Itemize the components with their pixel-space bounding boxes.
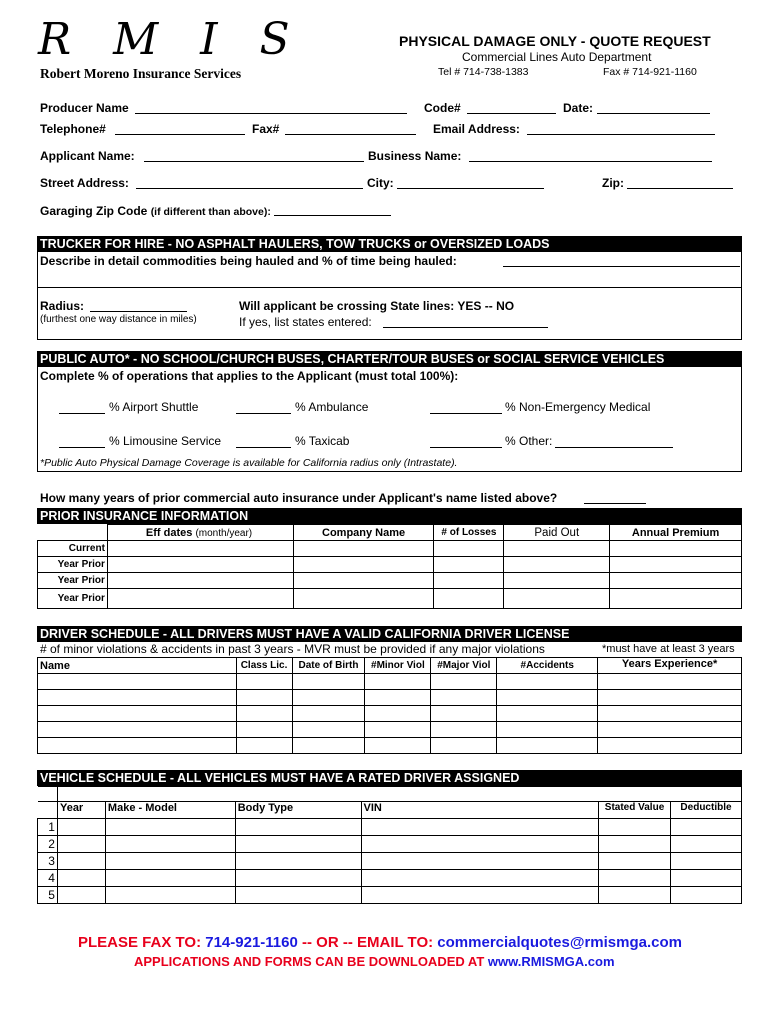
class-lic-header: Class Lic. [236, 658, 292, 674]
ambulance-field[interactable] [236, 413, 291, 414]
ambulance-label: % Ambulance [295, 400, 369, 414]
body-type-header: Body Type [235, 802, 361, 819]
vehicle-blank-cell [235, 787, 361, 802]
department: Commercial Lines Auto Department [462, 50, 652, 64]
vehicle-cell[interactable] [57, 836, 105, 853]
eff-dates-cell[interactable] [107, 557, 293, 573]
vehicle-cell[interactable] [105, 836, 235, 853]
vin-header: VIN [361, 802, 599, 819]
vehicle-blank-cell [57, 787, 105, 802]
producer-name-field[interactable] [135, 113, 407, 114]
vehicle-cell[interactable] [670, 836, 741, 853]
vehicle-cell[interactable] [599, 870, 671, 887]
table-row [38, 836, 742, 853]
applicant-name-field[interactable] [144, 161, 364, 162]
driver-cell[interactable] [365, 690, 431, 706]
commodities-field[interactable] [503, 266, 740, 267]
date-field[interactable] [597, 113, 710, 114]
list-states-label: If yes, list states entered: [239, 315, 372, 329]
table-row [38, 573, 742, 589]
non-emergency-field[interactable] [430, 413, 502, 414]
company-cell[interactable] [293, 573, 434, 589]
driver-cell[interactable] [497, 738, 598, 754]
driver-cell[interactable] [236, 674, 292, 690]
minor-viol-header: #Minor Viol [365, 658, 431, 674]
paid-out-header: Paid Out [504, 525, 610, 541]
losses-header: # of Losses [434, 525, 504, 541]
driver-cell[interactable] [497, 706, 598, 722]
vehicle-cell[interactable] [57, 870, 105, 887]
driver-cell[interactable] [598, 690, 742, 706]
driver-cell[interactable] [292, 738, 365, 754]
losses-cell[interactable] [434, 573, 504, 589]
eff-dates-cell[interactable] [107, 573, 293, 589]
radius-label: Radius: [40, 299, 85, 313]
vehicle-cell[interactable] [670, 870, 741, 887]
driver-cell[interactable] [236, 706, 292, 722]
fax-label: PLEASE FAX TO: [78, 934, 202, 951]
vehicle-cell[interactable] [361, 819, 599, 836]
prior-years-question: How many years of prior commercial auto insurance under Applicant's name listed above? [40, 491, 558, 505]
vehicle-cell[interactable] [105, 853, 235, 870]
vehicle-table [37, 786, 742, 904]
table-row [38, 887, 742, 904]
table-row [38, 541, 742, 557]
operations-label: Complete % of operations that applies to the Applicant (must total 100%): [40, 369, 459, 383]
code-label: Code# [424, 101, 461, 115]
other-percent-field[interactable] [430, 447, 502, 448]
driver-header-row [38, 658, 742, 674]
prior-header-row [38, 525, 742, 541]
company-cell[interactable] [293, 557, 434, 573]
driver-cell[interactable] [598, 706, 742, 722]
table-row [38, 674, 742, 690]
driver-cell[interactable] [431, 674, 497, 690]
accidents-header: #Accidents [497, 658, 598, 674]
business-name-field[interactable] [469, 161, 712, 162]
website-link[interactable]: www.RMISMGA.com [487, 954, 615, 969]
vehicle-cell[interactable] [57, 887, 105, 904]
email-link[interactable]: commercialquotes@rmismga.com [437, 934, 683, 951]
airport-shuttle-field[interactable] [59, 413, 105, 414]
email-label: Email Address: [433, 122, 520, 136]
applicant-name-label: Applicant Name: [40, 149, 135, 163]
table-row [38, 706, 742, 722]
garaging-zip-field[interactable] [274, 215, 391, 216]
email-field[interactable] [527, 134, 715, 135]
public-auto-note: *Public Auto Physical Damage Coverage is available for California radius only (Intrastate). [40, 457, 458, 469]
company-cell[interactable] [293, 541, 434, 557]
vehicle-cell[interactable] [235, 853, 361, 870]
driver-cell[interactable] [365, 738, 431, 754]
paid-cell[interactable] [504, 541, 610, 557]
vehicle-cell[interactable] [670, 853, 741, 870]
or-email-label: -- OR -- EMAIL TO: [302, 934, 434, 951]
vehicle-cell[interactable] [235, 836, 361, 853]
name-header: Name [38, 658, 237, 674]
telephone-label: Telephone# [40, 122, 106, 136]
vehicle-cell[interactable] [105, 819, 235, 836]
vehicle-cell[interactable] [57, 853, 105, 870]
vehicle-blank-cell [38, 787, 58, 802]
losses-cell[interactable] [434, 589, 504, 609]
driver-cell[interactable] [38, 738, 237, 754]
table-row [38, 690, 742, 706]
row-label: Year Prior [38, 589, 108, 609]
vehicle-number: 2 [38, 836, 58, 853]
eff-dates-cell[interactable] [107, 589, 293, 609]
premium-cell[interactable] [610, 573, 742, 589]
garaging-zip-title: Garaging Zip Code [40, 204, 148, 218]
table-row [38, 557, 742, 573]
vehicle-cell[interactable] [599, 836, 671, 853]
street-address-label: Street Address: [40, 176, 129, 190]
logo-company-name: Robert Moreno Insurance Services [40, 66, 242, 81]
losses-cell[interactable] [434, 557, 504, 573]
annual-premium-header: Annual Premium [610, 525, 742, 541]
vehicle-cell[interactable] [361, 853, 599, 870]
vehicle-cell[interactable] [105, 870, 235, 887]
producer-name-label: Producer Name [40, 101, 129, 115]
other-description-field[interactable] [555, 447, 673, 448]
zip-label: Zip: [602, 176, 624, 190]
vehicle-blank-cell [599, 787, 671, 802]
driver-cell[interactable] [236, 738, 292, 754]
prior-insurance-header: PRIOR INSURANCE INFORMATION [37, 508, 742, 524]
driver-cell[interactable] [38, 674, 237, 690]
stated-value-header: Stated Value [599, 802, 671, 819]
vehicle-blank-cell [670, 787, 741, 802]
radius-field[interactable] [90, 311, 187, 312]
driver-cell[interactable] [431, 738, 497, 754]
taxicab-label: % Taxicab [295, 434, 350, 448]
driver-cell[interactable] [598, 722, 742, 738]
eff-dates-header: Eff dates (month/year) [107, 525, 293, 541]
driver-cell[interactable] [292, 674, 365, 690]
driver-cell[interactable] [365, 722, 431, 738]
company-cell[interactable] [293, 589, 434, 609]
business-name-label: Business Name: [368, 149, 462, 163]
driver-cell[interactable] [365, 706, 431, 722]
driver-cell[interactable] [38, 706, 237, 722]
vehicle-number: 1 [38, 819, 58, 836]
violations-note: # of minor violations & accidents in past 3 years - MVR must be provided if any major violations [40, 642, 545, 656]
table-row [38, 853, 742, 870]
garaging-zip-note: (if different than above): [150, 206, 271, 218]
vehicle-cell[interactable] [361, 836, 599, 853]
code-field[interactable] [467, 113, 556, 114]
commodities-divider [37, 287, 742, 288]
driver-cell[interactable] [38, 690, 237, 706]
vehicle-cell[interactable] [57, 819, 105, 836]
vehicle-number: 5 [38, 887, 58, 904]
table-row [38, 589, 742, 609]
driver-cell[interactable] [292, 690, 365, 706]
vehicle-blank-cell [105, 787, 235, 802]
vehicle-cell[interactable] [670, 819, 741, 836]
driver-table [37, 657, 742, 754]
dob-header: Date of Birth [292, 658, 365, 674]
taxicab-field[interactable] [236, 447, 291, 448]
vehicle-number: 4 [38, 870, 58, 887]
list-states-field[interactable] [383, 327, 548, 328]
driver-cell[interactable] [431, 706, 497, 722]
paid-cell[interactable] [504, 589, 610, 609]
driver-cell[interactable] [497, 674, 598, 690]
driver-cell[interactable] [431, 722, 497, 738]
trucker-section-header: TRUCKER FOR HIRE - NO ASPHALT HAULERS, TOW TRUCKS or OVERSIZED LOADS [37, 236, 742, 252]
vehicle-blank-row [38, 787, 742, 802]
driver-cell[interactable] [236, 690, 292, 706]
vehicle-cell[interactable] [361, 887, 599, 904]
logo: R M I S [38, 14, 304, 65]
row-label: Year Prior [38, 573, 108, 589]
years-experience-header: Years Experience* [598, 658, 742, 674]
experience-note: *must have at least 3 years [602, 643, 735, 655]
driver-cell[interactable] [292, 706, 365, 722]
row-label: Year Prior [38, 557, 108, 573]
driver-cell[interactable] [497, 722, 598, 738]
download-instructions [134, 954, 615, 969]
driver-cell[interactable] [236, 722, 292, 738]
paid-cell[interactable] [504, 557, 610, 573]
vehicle-schedule-header: VEHICLE SCHEDULE - ALL VEHICLES MUST HAVE A RATED DRIVER ASSIGNED [37, 770, 742, 786]
driver-cell[interactable] [497, 690, 598, 706]
premium-cell[interactable] [610, 557, 742, 573]
garaging-zip-label [40, 204, 271, 218]
paid-cell[interactable] [504, 573, 610, 589]
premium-cell[interactable] [610, 541, 742, 557]
driver-cell[interactable] [38, 722, 237, 738]
driver-cell[interactable] [431, 690, 497, 706]
vehicle-header-row [38, 802, 742, 819]
year-header: Year [57, 802, 105, 819]
vehicle-corner [38, 802, 58, 819]
vehicle-cell[interactable] [235, 819, 361, 836]
zip-field[interactable] [627, 188, 733, 189]
fax-field[interactable] [285, 134, 416, 135]
fax-number-link[interactable]: 714-921-1160 [205, 934, 298, 951]
airport-shuttle-label: % Airport Shuttle [109, 400, 199, 414]
losses-cell[interactable] [434, 541, 504, 557]
limousine-field[interactable] [59, 447, 105, 448]
vehicle-cell[interactable] [599, 819, 671, 836]
city-label: City: [367, 176, 394, 190]
deductible-header: Deductible [670, 802, 741, 819]
row-label: Current [38, 541, 108, 557]
vehicle-cell[interactable] [235, 887, 361, 904]
driver-cell[interactable] [292, 722, 365, 738]
table-row [38, 738, 742, 754]
prior-corner [38, 525, 108, 541]
fax-number: Fax # 714-921-1160 [603, 66, 697, 78]
vehicle-number: 3 [38, 853, 58, 870]
prior-years-field[interactable] [584, 503, 646, 504]
fax-email-instructions [78, 934, 682, 951]
vehicle-cell[interactable] [670, 887, 741, 904]
driver-cell[interactable] [598, 674, 742, 690]
non-emergency-label: % Non-Emergency Medical [505, 400, 651, 414]
make-model-header: Make - Model [105, 802, 235, 819]
driver-cell[interactable] [365, 674, 431, 690]
state-lines-question: Will applicant be crossing State lines: YES -- NO [239, 299, 515, 313]
vehicle-cell[interactable] [361, 870, 599, 887]
download-label: APPLICATIONS AND FORMS CAN BE DOWNLOADED AT [134, 954, 485, 969]
commodities-label: Describe in detail commodities being hauled and % of time being hauled: [40, 254, 457, 268]
street-address-field[interactable] [136, 188, 363, 189]
vehicle-cell[interactable] [599, 853, 671, 870]
vehicle-cell[interactable] [235, 870, 361, 887]
fax-label: Fax# [252, 122, 280, 136]
limousine-label: % Limousine Service [109, 434, 222, 448]
date-label: Date: [563, 101, 594, 115]
table-row [38, 819, 742, 836]
table-row [38, 722, 742, 738]
vehicle-blank-cell [361, 787, 599, 802]
driver-cell[interactable] [598, 738, 742, 754]
other-label: % Other: [505, 434, 553, 448]
company-name-header: Company Name [293, 525, 434, 541]
telephone-field[interactable] [115, 134, 245, 135]
vehicle-cell[interactable] [105, 887, 235, 904]
vehicle-cell[interactable] [599, 887, 671, 904]
city-field[interactable] [397, 188, 544, 189]
tel-number: Tel # 714-738-1383 [438, 66, 529, 78]
radius-note: (furthest one way distance in miles) [40, 314, 197, 325]
table-row [38, 870, 742, 887]
premium-cell[interactable] [610, 589, 742, 609]
eff-dates-cell[interactable] [107, 541, 293, 557]
page-title: PHYSICAL DAMAGE ONLY - QUOTE REQUEST [399, 33, 711, 49]
public-auto-section-header: PUBLIC AUTO* - NO SCHOOL/CHURCH BUSES, CHARTER/TOUR BUSES or SOCIAL SERVICE VEHICLES [37, 351, 742, 367]
major-viol-header: #Major Viol [431, 658, 497, 674]
driver-schedule-header: DRIVER SCHEDULE - ALL DRIVERS MUST HAVE A VALID CALIFORNIA DRIVER LICENSE [37, 626, 742, 642]
prior-insurance-table [37, 524, 742, 609]
